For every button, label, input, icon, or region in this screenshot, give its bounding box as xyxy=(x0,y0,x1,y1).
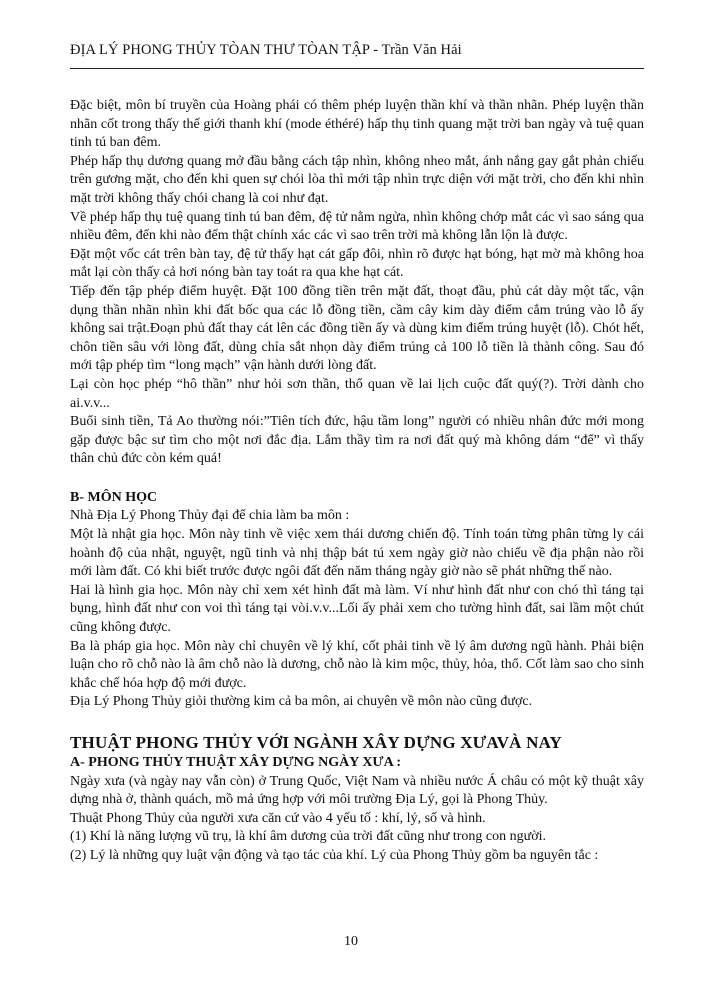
section-gap xyxy=(70,469,644,489)
paragraph: Ngày xưa (và ngày nay vẫn còn) ở Trung Quốc, Việt Nam và nhiều nước Á châu có một kỹ thuật xây dựng nhà ở, thành quách, mồ mả ứng hợp với môi trường Địa Lý, gọi là Phong Thủy. xyxy=(70,773,644,808)
chapter-heading: THUẬT PHONG THỦY VỚI NGÀNH XÂY DỰNG XƯAVÀ NAY xyxy=(70,733,562,752)
paragraph: Lại còn học phép “hô thần” như hỏi sơn thần, thổ quan về lai lịch cuộc đất quý(?). Trời dành cho ai.v.v... xyxy=(70,376,644,411)
section-heading-b: B- MÔN HỌC xyxy=(70,489,158,505)
paragraph: Nhà Địa Lý Phong Thủy đại để chia làm ba môn : xyxy=(70,508,350,524)
paragraph: (2) Lý là những quy luật vận động và tạo tác của khí. Lý của Phong Thủy gồm ba nguyên tắc : xyxy=(70,847,599,863)
paragraph: Buổi sinh tiền, Tả Ao thường nói:”Tiên tích đức, hậu tầm long” người có nhiều nhân đức mới mong gặp được bậc sư tìm cho một nơi đắc địa. Lắm thầy tìm ra nơi đất quý mà không dám “để” vì thấy thân chủ đức còn kém quá! xyxy=(70,414,644,467)
page-number: 10 xyxy=(344,934,358,949)
paragraph: Phép hấp thụ dương quang mở đầu bằng cách tập nhìn, không nheo mắt, ánh nắng gay gắt phản chiếu trên gương mặt, cho đến khi quen sự chói lòa thì mới tập nhìn trực diện với mặt trời, cho đến khi nhìn mặt trời không thấy chói chang là coi như đạt. xyxy=(70,153,644,206)
paragraph: Về phép hấp thụ tuệ quang tinh tú ban đêm, đệ tử nằm ngửa, nhìn không chớp mắt các vì sao sáng qua nhiều đêm, đến khi nào đếm thật chính xác các vì sao trên trời mà không lẫn lộn là được. xyxy=(70,209,644,244)
paragraph: Địa Lý Phong Thủy giỏi thường kim cả ba môn, ai chuyên về môn nào cũng được. xyxy=(70,694,533,710)
paragraph: Một là nhật gia học. Môn này tinh về việc xem thái dương chiến độ. Tính toán từng phân từng ly cái hoành độ của nhật, nguyệt, ngũ tinh và nhị thập bát tú xem ngày giờ nào chiếu về địa phận nào rồi mới làm đất. Có khi biết trước được ngôi đất đến năm tháng ngày giờ nào sẽ phát những thế nào. xyxy=(70,527,644,580)
paragraph: Đặc biệt, môn bí truyền của Hoàng phái có thêm phép luyện thần khí và thần nhãn. Phép luyện thần nhãn cốt trong thấy thế giới thanh khí (mode éthéré) hấp thụ tinh quang mặt trời ban ngày và tuệ quan tinh tú ban đêm. xyxy=(70,98,644,151)
paragraph: Tiếp đến tập phép điểm huyệt. Đặt 100 đồng tiền trên mặt đất, thoạt đầu, phủ cát dày một tấc, vận dụng thần nhãn nhìn khi đất bốc qua các lỗ đồng tiền, cầm cây kim dày điểm cắm trúng vào lỗ ấy không sai trật.Đoạn phủ đất thay cát lên các đồng tiền ấy và dùng kim điểm trúng huyệt (lỗ). Chót hết, chôn tiền sâu với lòng đất, dùng chỉa sắt nhọn dày điểm trúng cả 100 lỗ tiền là thành công. Sau đó mới tập phép tìm “long mạch” vận hành dưới lòng đất. xyxy=(70,283,644,374)
paragraph: Thuật Phong Thủy của người xưa căn cứ vào 4 yếu tố : khí, lý, số và hình. xyxy=(70,810,486,826)
paragraph: Hai là hình gia học. Môn này chỉ xem xét hình đất mà làm. Ví như hình đất như con chó thì táng tại bụng, hình đất như con voi thì táng tại vòi.v.v...Lối ấy phải xem cho tường hình đất, sai lầm một chút cũng không được. xyxy=(70,582,644,636)
paragraph: (1) Khí là năng lượng vũ trụ, là khí âm dương của trời đất cũng như trong con người. xyxy=(70,829,546,845)
paragraph: Ba là pháp gia học. Môn này chỉ chuyên về lý khí, cốt phải tinh về lý âm dương ngũ hành. Phải biện luận cho rõ chỗ nào là âm chỗ nào là dương, chỗ nào là kim mộc, thủy, hỏa, thổ. Cốt làm sao cho sinh khắc chế hóa hợp độ mới được. xyxy=(70,638,644,691)
section-heading-a: A- PHONG THỦY THUẬT XÂY DỰNG NGÀY XƯA : xyxy=(70,755,402,770)
paragraph: Đặt một vốc cát trên bàn tay, đệ tử thấy hạt cát gấp đôi, nhìn rõ được hạt bóng, hạt mờ mà không hoa mắt lại còn thấy cả hơi nóng bàn tay toát ra qua khe hạt cát. xyxy=(70,246,644,281)
section-gap xyxy=(70,712,644,732)
header-rule xyxy=(70,68,644,69)
page-content xyxy=(70,97,644,866)
running-header: ĐỊA LÝ PHONG THỦY TÒAN THƯ TÒAN TẬP - Trần Văn Hải xyxy=(70,42,462,58)
